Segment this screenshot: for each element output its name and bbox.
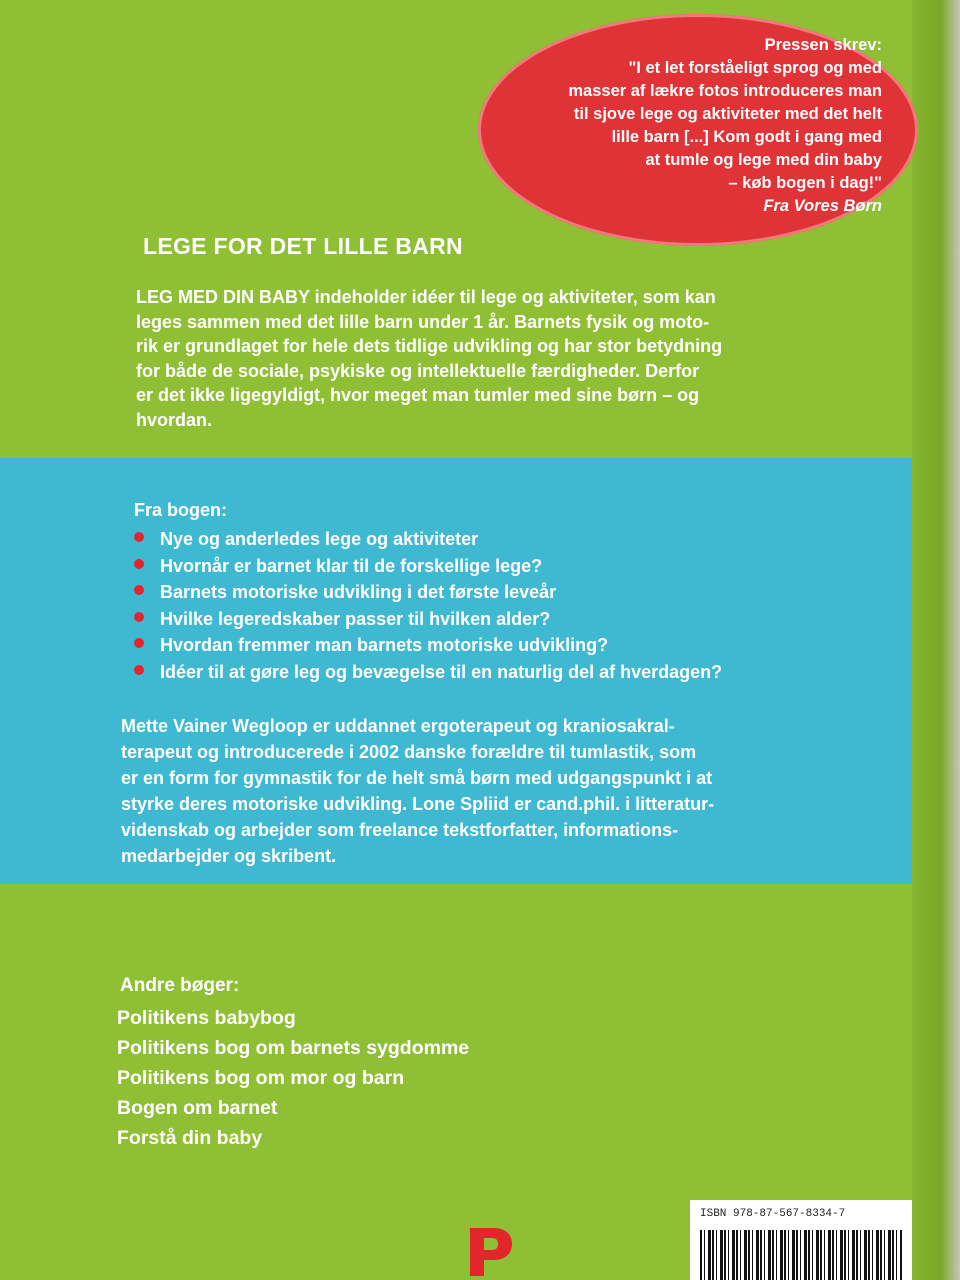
bullet-dot-icon [134, 638, 144, 648]
list-item: Forstå din baby [117, 1127, 263, 1149]
list-item-text: Hvornår er barnet klar til de forskellige lege? [160, 555, 543, 576]
list-item: Bogen om barnet [117, 1097, 278, 1119]
quote-line: Pressen skrev: [764, 36, 882, 54]
andre-boger-list [117, 1003, 469, 1153]
author-paragraph [121, 713, 861, 869]
list-item [134, 526, 722, 553]
list-item: Politikens bog om barnets sygdomme [117, 1037, 470, 1059]
isbn-barcode-label [690, 1200, 912, 1280]
book-spine-edge [912, 0, 960, 1280]
intro-paragraph [136, 285, 856, 432]
press-quote [462, 34, 882, 218]
list-item [134, 553, 722, 580]
list-item: Politikens babybog [117, 1007, 296, 1029]
fra-bogen-label: Fra bogen: [134, 500, 227, 520]
list-item-text: Hvordan fremmer man barnets motoriske udvikling? [160, 635, 609, 655]
bullet-dot-icon [134, 612, 144, 622]
andre-boger-label: Andre bøger: [120, 975, 240, 996]
quote-source: Fra Vores Børn [763, 197, 882, 215]
section-heading: LEGE FOR DET LILLE BARN [143, 233, 463, 259]
list-item-text: Hvilke legeredskaber passer til hvilken alder? [160, 608, 551, 629]
bullet-dot-icon [134, 665, 144, 675]
intro-line: leges sammen med det lille barn under 1 år. Barnets fysik og moto- [136, 311, 710, 332]
barcode-icon [700, 1230, 902, 1280]
list-item-text: Nye og anderledes lege og aktiviteter [160, 529, 479, 549]
author-line: Mette Vainer Wegloop er uddannet ergoterapeut og kraniosakral- [121, 716, 675, 736]
isbn-number: ISBN 978-87-567-8334-7 [700, 1208, 846, 1220]
quote-line: at tumle og lege med din baby [645, 151, 882, 169]
list-item-text: Barnets motoriske udvikling i det første leveår [160, 582, 557, 602]
fra-bogen-list [134, 526, 722, 685]
quote-line: "I et let forståeligt sprog og med [628, 59, 882, 77]
author-line: styrke deres motoriske udvikling. Lone Spliid er cand.phil. i litteratur- [121, 794, 715, 814]
list-item: Politikens bog om mor og barn [117, 1067, 405, 1089]
list-item [134, 632, 722, 659]
intro-line: er det ikke ligegyldigt, hvor meget man tumler med sine børn – og [136, 385, 700, 405]
quote-line: masser af lækre fotos introduceres man [568, 82, 882, 100]
list-item-text: Idéer til at gøre leg og bevægelse til en naturlig del af hverdagen? [160, 661, 723, 682]
quote-line: lille barn [...] Kom godt i gang med [611, 128, 882, 146]
intro-line: LEG MED DIN BABY indeholder idéer til lege og aktiviteter, som kan [136, 287, 716, 307]
intro-line: hvordan. [136, 409, 213, 430]
bullet-dot-icon [134, 559, 144, 569]
publisher-p-logo-icon [466, 1220, 514, 1280]
intro-line: for både de sociale, psykiske og intellektuelle færdigheder. Derfor [136, 360, 700, 381]
bullet-dot-icon [134, 532, 144, 542]
list-item [134, 659, 722, 686]
list-item [134, 606, 722, 633]
author-line: terapeut og introducerede i 2002 danske forældre til tumlastik, som [121, 742, 697, 762]
bullet-dot-icon [134, 585, 144, 595]
author-line: medarbejder og skribent. [121, 846, 337, 866]
author-line: er en form for gymnastik for de helt små børn med udgangspunkt i at [121, 768, 713, 788]
list-item [134, 579, 722, 606]
quote-line: til sjove lege og aktiviteter med det helt [573, 105, 882, 123]
quote-line: – køb bogen i dag!" [728, 174, 882, 192]
author-line: videnskab og arbejder som freelance tekstforfatter, informations- [121, 820, 679, 840]
intro-line: rik er grundlaget for hele dets tidlige udvikling og har stor betydning [136, 336, 723, 356]
